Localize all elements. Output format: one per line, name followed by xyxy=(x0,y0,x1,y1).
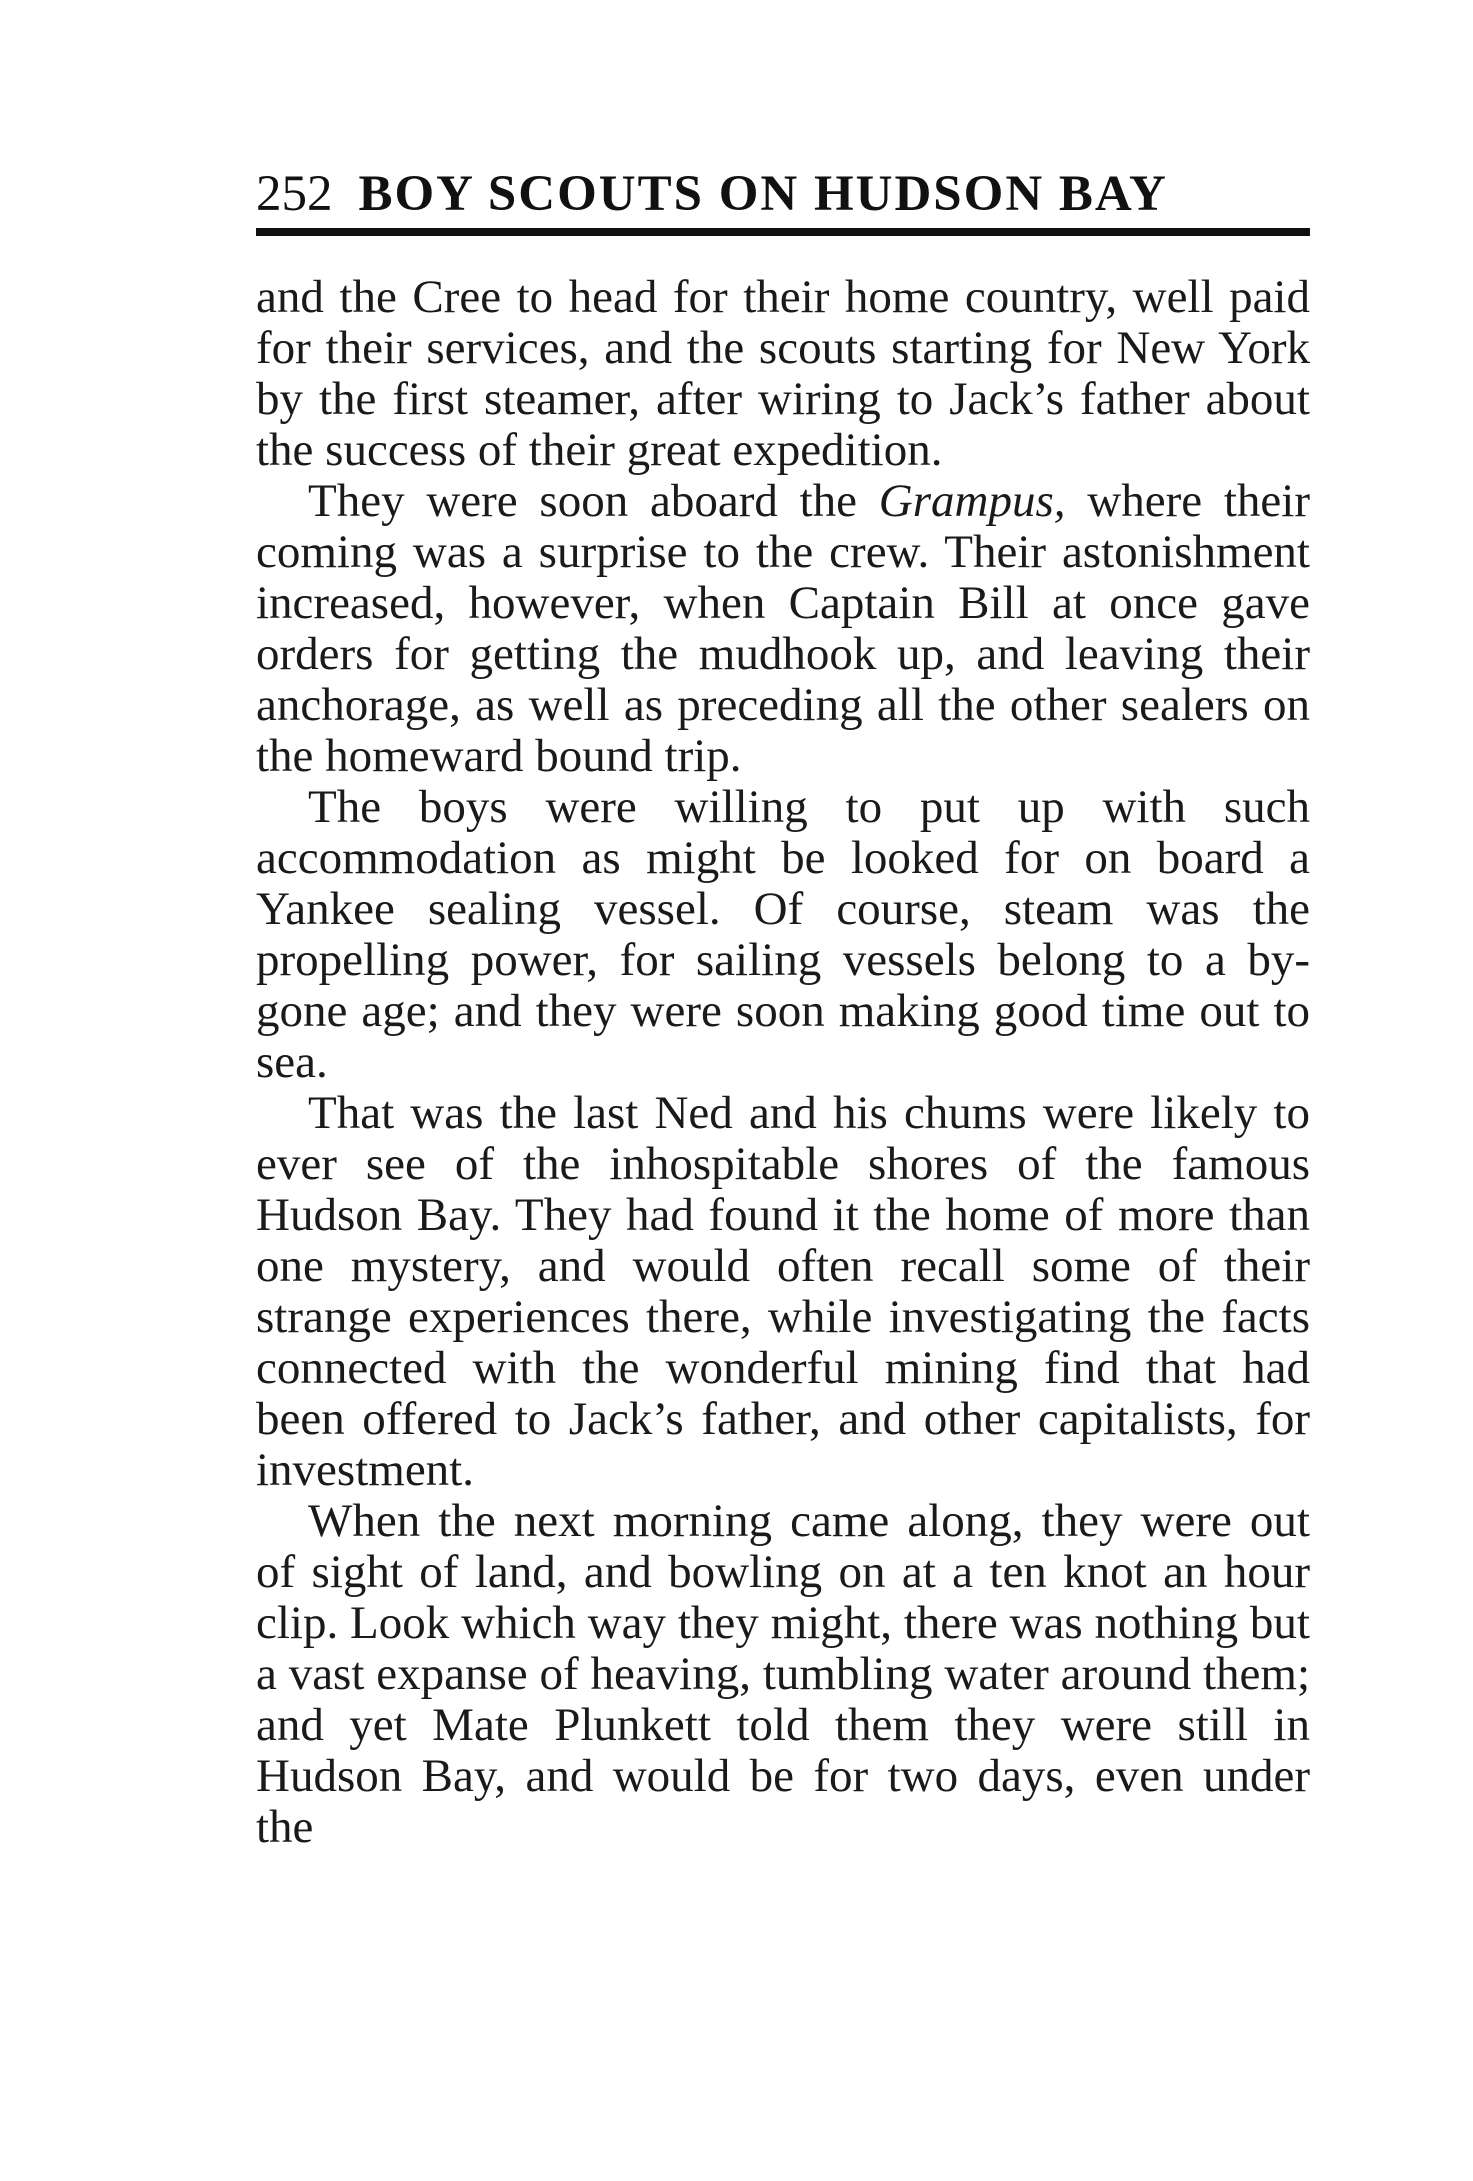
paragraph-2-start: They were soon aboard the xyxy=(308,475,879,527)
paragraph-1: and the Cree to head for their home country, well paid for their services, and the scouts starting for New York by the first steamer, after wiring to Jack’s father about the success of their great expedition. xyxy=(256,271,1310,476)
running-head xyxy=(256,160,1310,228)
paragraph-2-rest: where their coming was a surprise to the crew. Their astonishment increased, however, when Captain Bill at once gave orders for getting the mudhook up, and leaving their anchorage, as well as preceding all the other sealers on the homeward bound trip. xyxy=(256,475,1310,782)
ship-name-grampus: Grampus, xyxy=(878,475,1066,527)
paragraph-4: That was the last Ned and his chums were likely to ever see of the inhospitable shores of the famous Hudson Bay. They had found it the home of more than one mystery, and would often recall some of their strange experiences there, while investigating the facts connected with the wonderful mining find that had been offered to Jack’s father, and other capitalists, for investment. xyxy=(256,1087,1310,1496)
paragraph-2 xyxy=(256,476,1310,782)
page-number: 252 xyxy=(256,166,333,222)
paragraph-3: The boys were willing to put up with such accommodation as might be looked for on board a Yankee sealing vessel. Of course, steam was the propelling power, for sailing vessels belong to a by-gone age; and they were soon making good time out to sea. xyxy=(256,781,1310,1088)
paragraph-5: When the next morning came along, they were out of sight of land, and bowling on at a ten knot an hour clip. Look which way they might, there was nothing but a vast expanse of heaving, tumbling water around them; and yet Mate Plunkett told them they were still in Hudson Bay, and would be for two days, even under the xyxy=(256,1495,1310,1853)
book-title: BOY SCOUTS ON HUDSON BAY xyxy=(358,166,1168,222)
body-text xyxy=(256,272,1310,1853)
header-rule xyxy=(256,228,1310,236)
